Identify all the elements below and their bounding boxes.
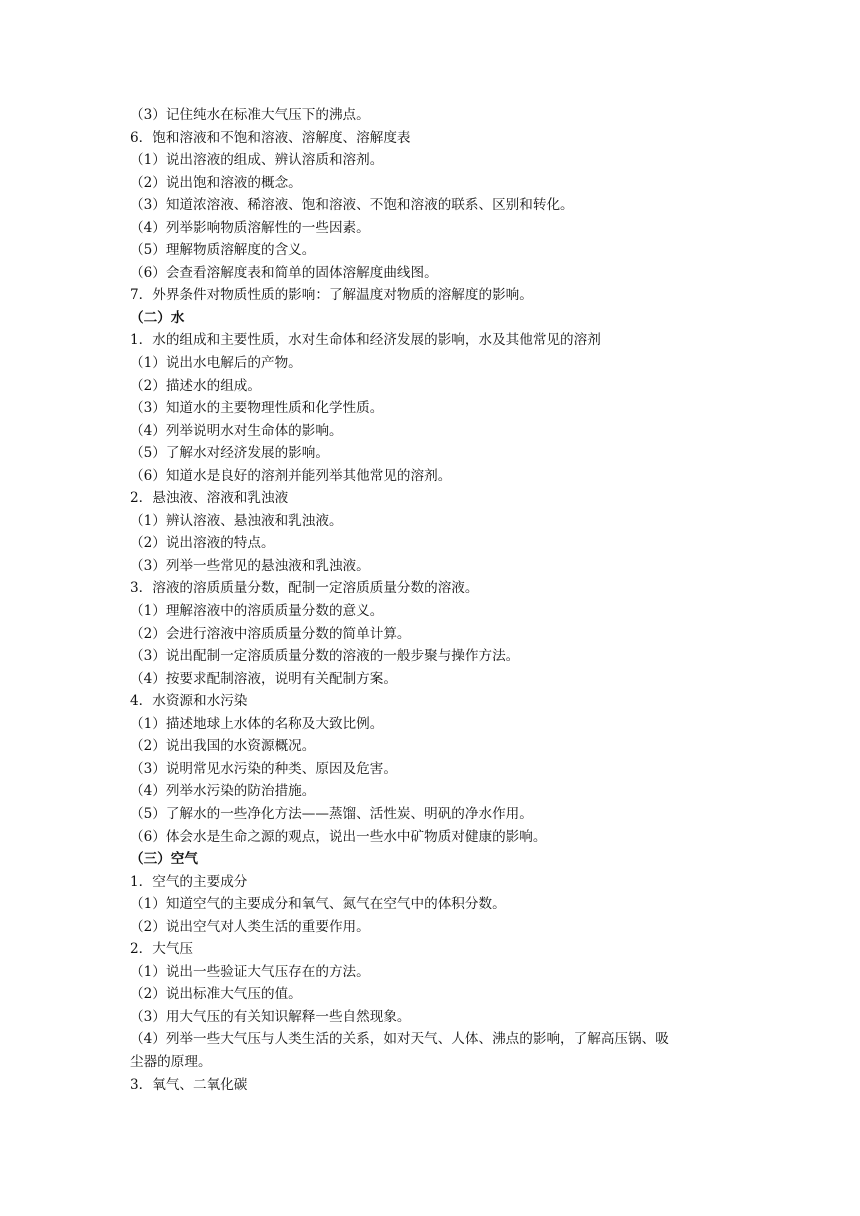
text-line: 2．悬浊液、溶液和乳浊液	[130, 490, 289, 507]
text-line: （3）记住纯水在标准大气压下的沸点。	[130, 107, 370, 123]
text-line: （2）描述水的组成。	[130, 377, 261, 394]
document-page	[130, 104, 736, 1096]
text-line: （2）说出饱和溶液的概念。	[130, 174, 302, 191]
text-line: 1．空气的主要成分	[130, 873, 248, 890]
text-line: （2）说出标准大气压的值。	[130, 986, 302, 1003]
text-line: 1．水的组成和主要性质，水对生命体和经济发展的影响，水及其他常见的溶剂	[130, 332, 601, 349]
text-line: （1）知道空气的主要成分和氧气、氮气在空气中的体积分数。	[130, 896, 506, 913]
text-line: （5）理解物质溶解度的含义。	[130, 242, 316, 259]
text-line: （2）说出我国的水资源概况。	[130, 738, 316, 755]
text-line: （2）会进行溶液中溶质质量分数的简单计算。	[130, 625, 411, 642]
text-line: （4）列举影响物质溶解性的一些因素。	[130, 219, 370, 236]
text-line: （1）说出溶液的组成、辨认溶质和溶剂。	[130, 152, 384, 169]
text-line: （4）列举水污染的防治措施。	[130, 783, 316, 800]
text-line: （1）描述地球上水体的名称及大致比例。	[130, 715, 384, 732]
text-line: 3．氧气、二氧化碳	[130, 1076, 248, 1093]
text-line: （1）说出水电解后的产物。	[130, 355, 302, 372]
text-line: （3）知道水的主要物理性质和化学性质。	[130, 400, 384, 417]
text-line: 7．外界条件对物质性质的影响：了解温度对物质的溶解度的影响。	[130, 287, 533, 304]
section-heading: （三）空气	[130, 851, 198, 868]
text-line: 2．大气压	[130, 941, 194, 958]
text-line: （3）用大气压的有关知识解释一些自然现象。	[130, 1008, 411, 1025]
text-line: （4）列举说明水对生命体的影响。	[130, 422, 343, 439]
text-line: 6．饱和溶液和不饱和溶液、溶解度、溶解度表	[130, 129, 411, 146]
text-line: （2）说出空气对人类生活的重要作用。	[130, 918, 370, 935]
text-line: （1）理解溶液中的溶质质量分数的意义。	[130, 603, 384, 620]
text-line: （3）知道浓溶液、稀溶液、饱和溶液、不饱和溶液的联系、区别和转化。	[130, 197, 574, 214]
text-line: （4）列举一些大气压与人类生活的关系，如对天气、人体、沸点的影响，了解高压锅、吸 尘器的原理。	[130, 1031, 669, 1070]
text-line: （3）说出配制一定溶质质量分数的溶液的一般步聚与操作方法。	[130, 648, 520, 665]
text-line: （6）体会水是生命之源的观点，说出一些水中矿物质对健康的影响。	[130, 828, 547, 845]
text-line: （1）辨认溶液、悬浊液和乳浊液。	[130, 512, 343, 529]
text-line: （3）说明常见水污染的种类、原因及危害。	[130, 760, 397, 777]
text-line: 4．水资源和水污染	[130, 693, 248, 710]
section-heading: （二）水	[130, 309, 185, 326]
text-line: （2）说出溶液的特点。	[130, 535, 275, 552]
text-line: （6）会查看溶解度表和简单的固体溶解度曲线图。	[130, 264, 438, 281]
text-line: （3）列举一些常见的悬浊液和乳浊液。	[130, 557, 370, 574]
text-line: （1）说出一些验证大气压存在的方法。	[130, 963, 370, 980]
text-line: （5）了解水的一些净化方法——蒸馏、活性炭、明矾的净水作用。	[130, 805, 533, 822]
text-line: （6）知道水是良好的溶剂并能列举其他常见的溶剂。	[130, 467, 452, 484]
text-line: （5）了解水对经济发展的影响。	[130, 445, 329, 462]
text-line: 3．溶液的溶质质量分数，配制一定溶质质量分数的溶液。	[130, 580, 479, 597]
text-line: （4）按要求配制溶液，说明有关配制方案。	[130, 670, 397, 687]
